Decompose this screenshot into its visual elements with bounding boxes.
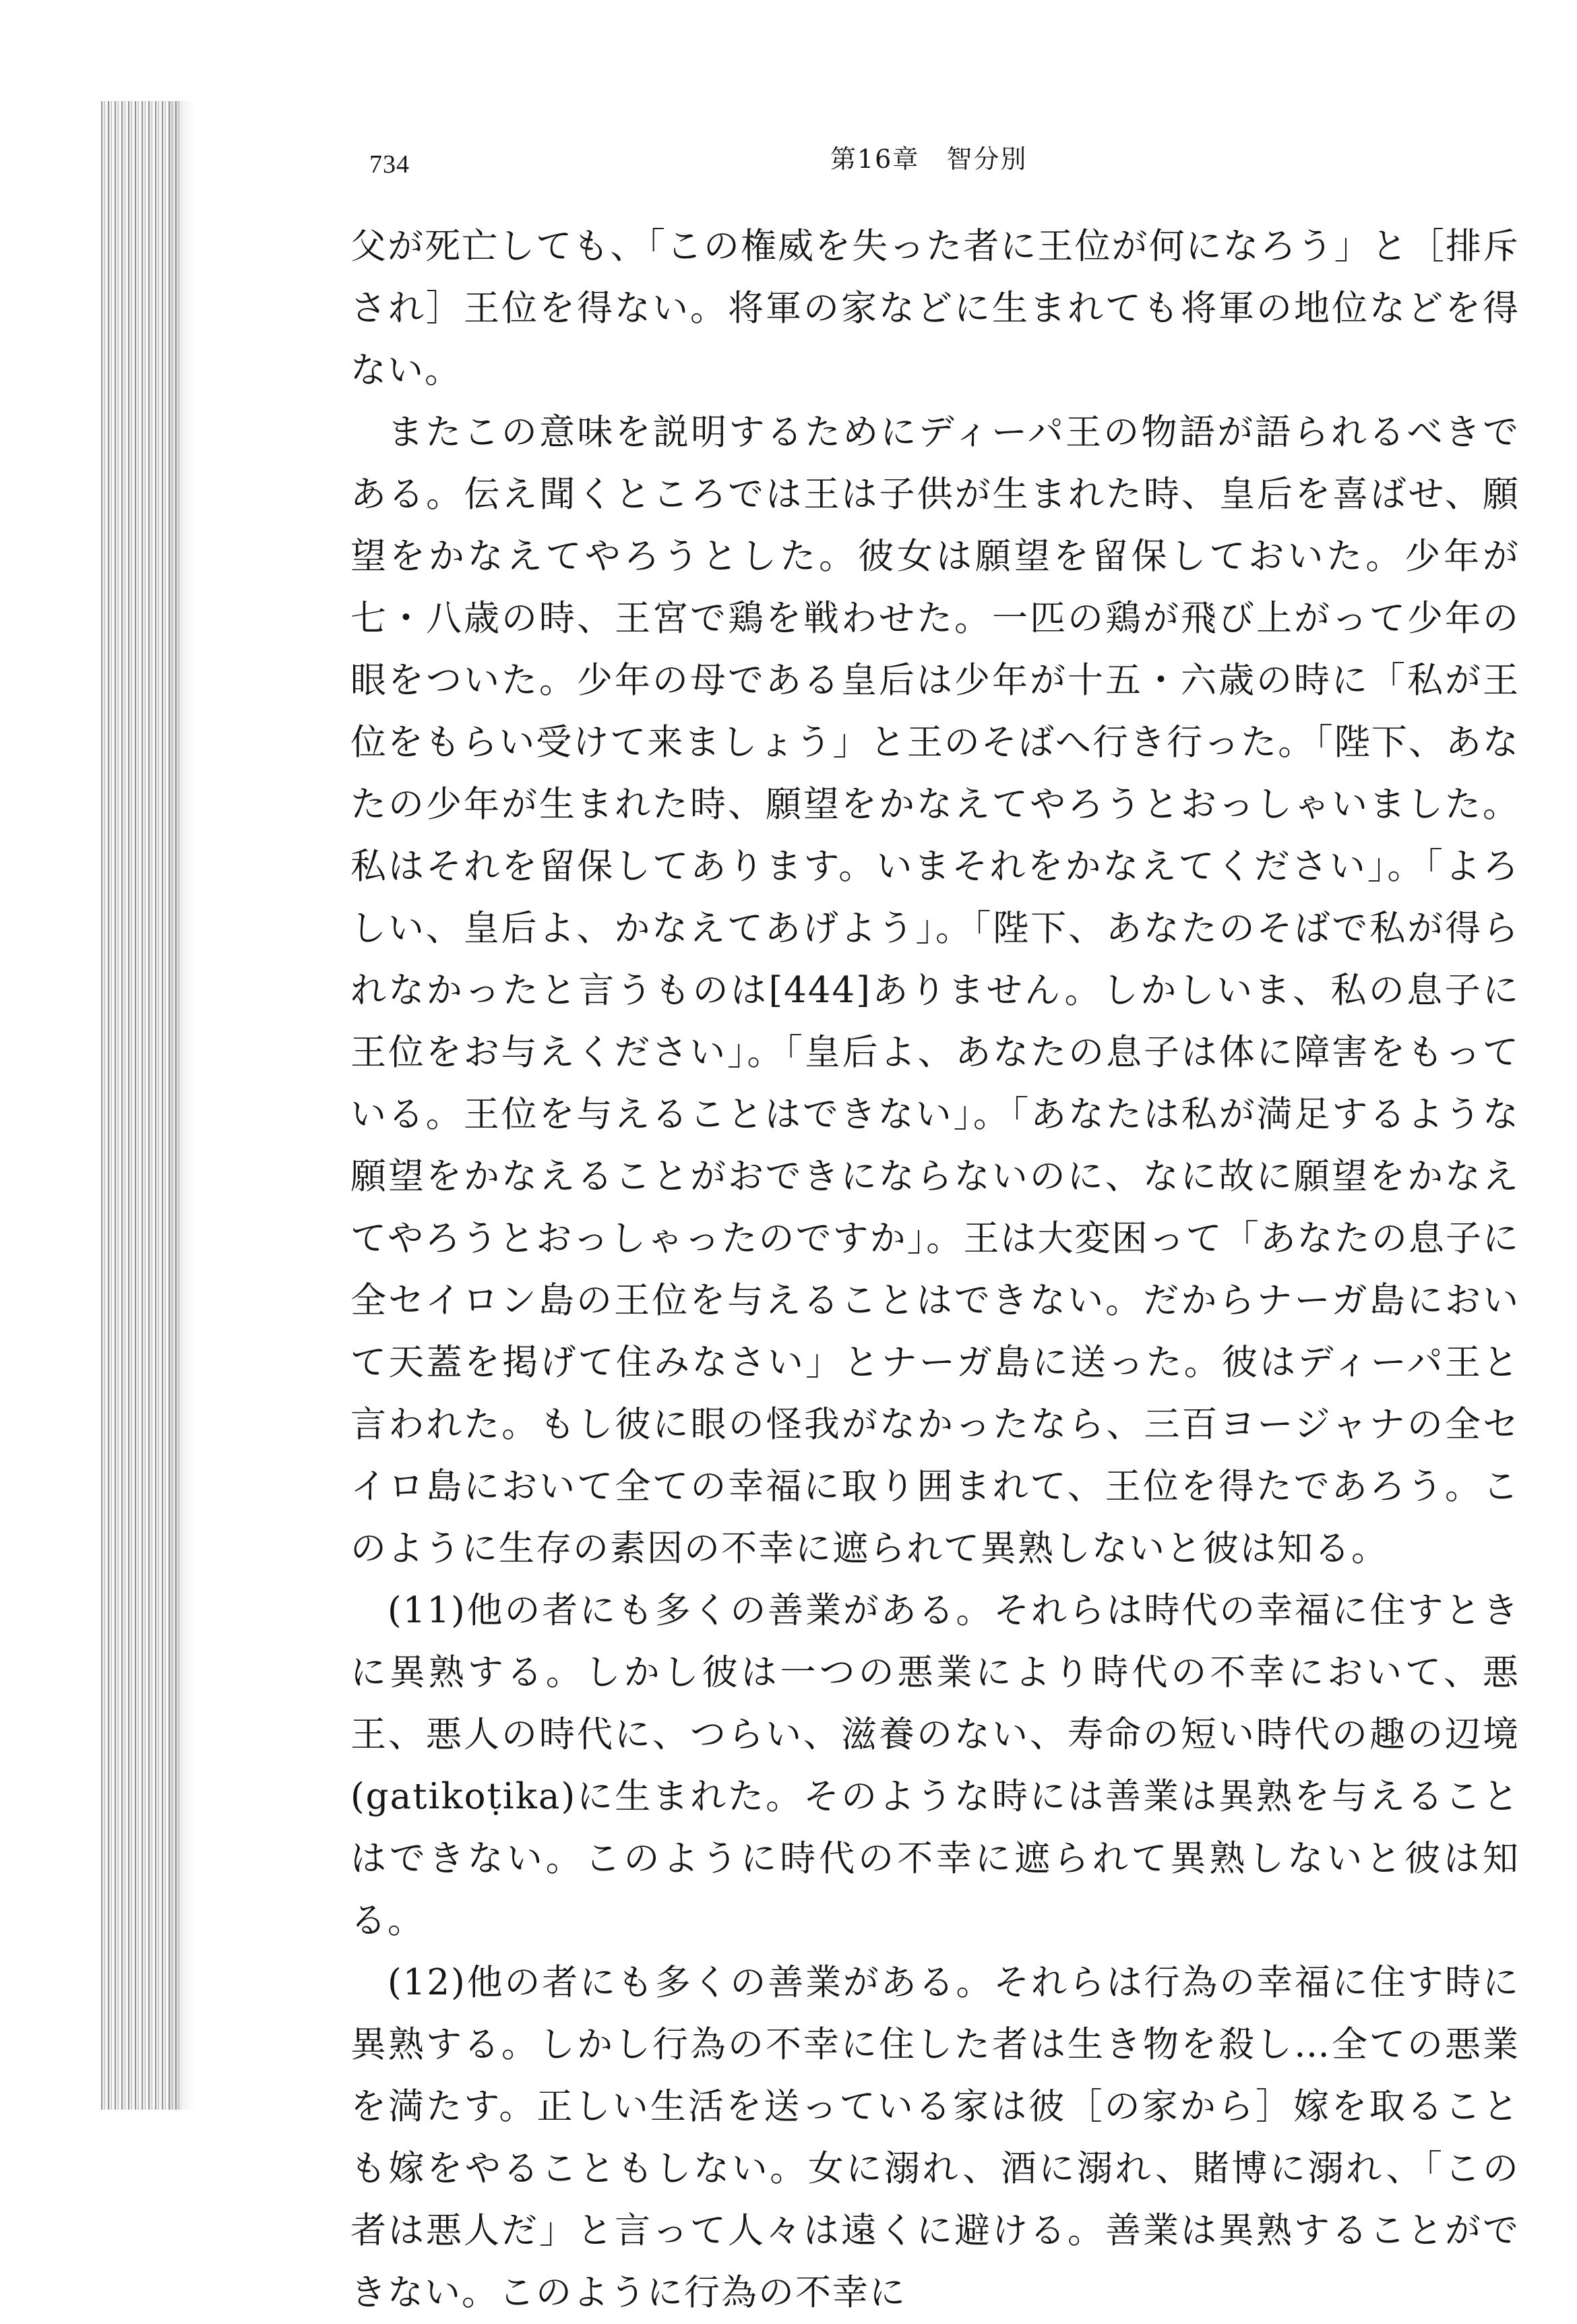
paragraph-4: (12)他の者にも多くの善業がある。それらは行為の幸福に住す時に異熟する。しかし行為の不幸に住した者は生き物を殺し…全ての悪業を満たす。正しい生活を送っている家は彼［の家から］嫁を取ることも嫁をやることもしない。女に溺れ、酒に溺れ、賭博に溺れ、「この者は悪人だ」と言って人々は遠くに避ける。善業は異熟することができない。このように行為の不幸に — [350, 1962, 1520, 2313]
paragraph-3: (11)他の者にも多くの善業がある。それらは時代の幸福に住すときに異熟する。しかし彼は一つの悪業により時代の不幸において、悪王、悪人の時代に、つらい、滋養のない、寿命の短い時代の趣の辺境(gatikoṭika)に生まれた。そのような時には善業は異熟を与えることはできない。このように時代の不幸に遮られて異熟しないと彼は知る。 — [350, 1590, 1520, 1941]
paragraph-2: またこの意味を説明するためにディーパ王の物語が語られるべきである。伝え聞くところでは王は子供が生まれた時、皇后を喜ばせ、願望をかなえてやろうとした。彼女は願望を留保しておいた。少年が七・八歳の時、王宮で鶏を戦わせた。一匹の鶏が飛び上がって少年の眼をついた。少年の母である皇后は少年が十五・六歳の時に「私が王位をもらい受けて来ましょう」と王のそばへ行き行った。「陛下、あなたの少年が生まれた時、願望をかなえてやろうとおっしゃいました。私はそれを留保してあります。いまそれをかなえてください」。「よろしい、皇后よ、かなえてあげよう」。「陛下、あなたのそばで私が得られなかったと言うものは[444]ありません。しかしいま、私の息子に王位をお与えください」。「皇后よ、あなたの息子は体に障害をもっている。王位を与えることはできない」。「あなたは私が満足するような願望をかなえることがおできにならないのに、なに故に願望をかなえてやろうとおっしゃったのですか」。王は大変困って「あなたの息子に全セイロン島の王位を与えることはできない。だからナーガ島において天蓋を掲げて住みなさい」とナーガ島に送った。彼はディーパ王と言われた。もし彼に眼の怪我がなかったなら、三百ヨージャナの全セイロ島において全ての幸福に取り囲まれて、王位を得たであろう。このように生存の素因の不幸に遮られて異熟しないと彼は知る。 — [350, 412, 1520, 1569]
chapter-title: 第16章 智分別 — [830, 144, 1028, 174]
text-body — [350, 216, 1520, 2324]
book-binding-fade — [168, 101, 195, 2110]
paragraph-1: 父が死亡しても、「この権威を失った者に王位が何になろう」と［排斥され］王位を得ない。将軍の家などに生まれても将軍の地位などを得ない。 — [350, 226, 1520, 391]
page-number: 734 — [369, 150, 410, 179]
